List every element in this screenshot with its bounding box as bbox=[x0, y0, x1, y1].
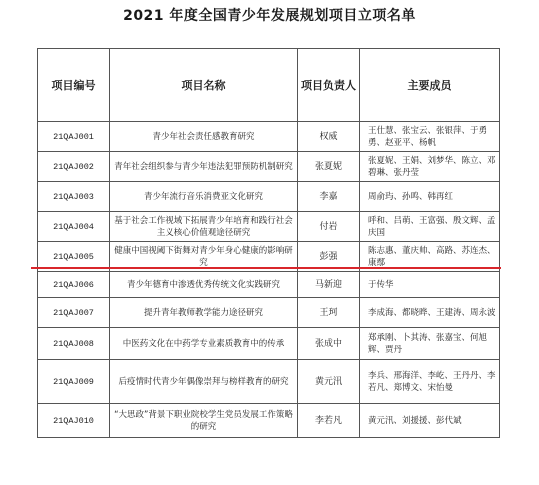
project-name: “大思政”背景下职业院校学生党员发展工作策略的研究 bbox=[110, 404, 298, 438]
project-name: 青少年德育中渗透优秀传统文化实践研究 bbox=[110, 272, 298, 298]
main-members: 李兵、邢海洋、李屹、王丹丹、李若凡、郑博文、宋怡曼 bbox=[360, 360, 500, 404]
project-leader: 张夏妮 bbox=[298, 152, 360, 182]
project-leader: 马新迎 bbox=[298, 272, 360, 298]
project-code: 21QAJ002 bbox=[38, 152, 110, 182]
main-members: 王仕慧、张宝云、张银萍、于勇勇、赵亚平、杨帆 bbox=[360, 122, 500, 152]
project-leader: 彭强 bbox=[298, 242, 360, 272]
project-leader: 付岩 bbox=[298, 212, 360, 242]
project-leader: 李若凡 bbox=[298, 404, 360, 438]
project-code: 21QAJ003 bbox=[38, 182, 110, 212]
header-project-name: 项目名称 bbox=[110, 49, 298, 122]
table-row bbox=[38, 404, 500, 438]
table-row bbox=[38, 298, 500, 328]
main-members: 张夏妮、王娟、刘梦华、陈立、邓碧琳、张丹莹 bbox=[360, 152, 500, 182]
project-name: 提升青年教师教学能力途径研究 bbox=[110, 298, 298, 328]
project-leader: 黄元汛 bbox=[298, 360, 360, 404]
project-name: 青少年流行音乐消费亚文化研究 bbox=[110, 182, 298, 212]
project-leader: 王珂 bbox=[298, 298, 360, 328]
project-code: 21QAJ005 bbox=[38, 242, 110, 272]
header-project-code: 项目编号 bbox=[38, 49, 110, 122]
table-row bbox=[38, 360, 500, 404]
project-code: 21QAJ009 bbox=[38, 360, 110, 404]
project-code: 21QAJ001 bbox=[38, 122, 110, 152]
header-project-leader: 项目负责人 bbox=[298, 49, 360, 122]
project-table bbox=[37, 48, 500, 438]
table-row bbox=[38, 272, 500, 298]
main-members: 郑承刚、卜其涛、张嘉宝、何旭辉、贾丹 bbox=[360, 328, 500, 360]
main-members: 呼和、吕萌、王富强、殷文辉、孟庆国 bbox=[360, 212, 500, 242]
table-row bbox=[38, 328, 500, 360]
table-row bbox=[38, 122, 500, 152]
table-row bbox=[38, 212, 500, 242]
table-row bbox=[38, 182, 500, 212]
main-members: 李成海、都晓晔、王建涛、周永波 bbox=[360, 298, 500, 328]
header-row bbox=[38, 49, 500, 122]
project-name: 基于社会工作视域下拓展青少年培育和践行社会主义核心价值观途径研究 bbox=[110, 212, 298, 242]
project-name: 青年社会组织参与青少年违法犯罪预防机制研究 bbox=[110, 152, 298, 182]
red-divider-line bbox=[31, 267, 501, 269]
project-code: 21QAJ004 bbox=[38, 212, 110, 242]
main-members: 于传华 bbox=[360, 272, 500, 298]
main-members: 黄元汛、刘援援、彭代斌 bbox=[360, 404, 500, 438]
project-code: 21QAJ010 bbox=[38, 404, 110, 438]
project-code: 21QAJ008 bbox=[38, 328, 110, 360]
project-name: 健康中国视阈下街舞对青少年身心健康的影响研究 bbox=[110, 242, 298, 272]
project-name: 后疫情时代青少年偶像崇拜与榜样教育的研究 bbox=[110, 360, 298, 404]
project-name: 青少年社会责任感教育研究 bbox=[110, 122, 298, 152]
project-leader: 权威 bbox=[298, 122, 360, 152]
header-main-members: 主要成员 bbox=[360, 49, 500, 122]
project-code: 21QAJ007 bbox=[38, 298, 110, 328]
project-name: 中医药文化在中药学专业素质教育中的传承 bbox=[110, 328, 298, 360]
project-code: 21QAJ006 bbox=[38, 272, 110, 298]
main-members: 陈志惠、董庆帅、高路、苏连杰、康鄢 bbox=[360, 242, 500, 272]
main-members: 周俞玙、孙鸣、韩再红 bbox=[360, 182, 500, 212]
table-row bbox=[38, 152, 500, 182]
project-leader: 张成中 bbox=[298, 328, 360, 360]
project-leader: 李嘉 bbox=[298, 182, 360, 212]
document-title: 2021 年度全国青少年发展规划项目立项名单 bbox=[123, 8, 416, 24]
